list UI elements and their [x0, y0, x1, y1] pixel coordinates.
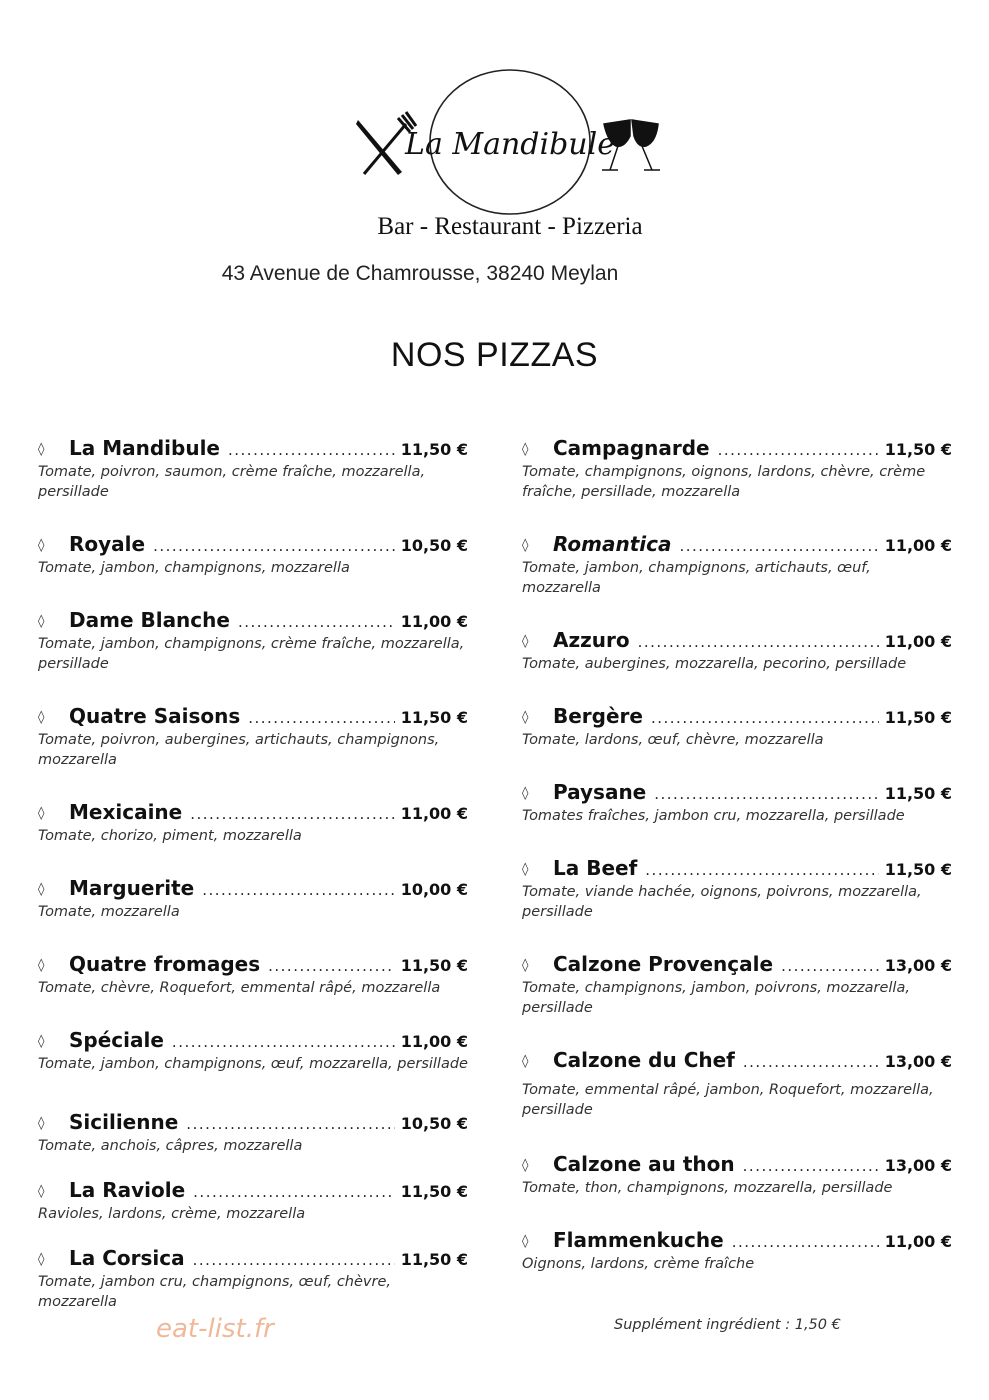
menu-item — [522, 856, 952, 922]
diamond-icon: ◊ — [38, 1116, 45, 1131]
pizza-price: 11,50 € — [400, 956, 468, 975]
pizza-price: 11,50 € — [884, 784, 952, 803]
diamond-icon: ◊ — [522, 1158, 529, 1173]
pizza-price: 11,50 € — [884, 440, 952, 459]
menu-item — [38, 436, 468, 502]
pizza-ingredients: Tomate, mozzarella — [38, 904, 180, 920]
pizza-name: Quatre fromages — [69, 952, 261, 976]
pizza-ingredients: Tomates fraîches, jambon cru, mozzarella, persillade — [522, 808, 905, 824]
leader-dots — [193, 1251, 395, 1269]
pizza-ingredients: Tomate, emmental râpé, jambon, Roquefort, mozzarella, persillade — [522, 1082, 934, 1118]
leader-dots — [248, 709, 394, 727]
diamond-icon: ◊ — [38, 538, 45, 553]
menu-item — [38, 1110, 468, 1156]
pizza-price: 11,50 € — [400, 1250, 468, 1269]
supplement-note: Supplément ingrédient : 1,50 € — [614, 1317, 841, 1333]
pizza-ingredients: Tomate, jambon cru, champignons, œuf, chèvre, mozzarella — [38, 1274, 391, 1310]
pizza-ingredients: Oignons, lardons, crème fraîche — [522, 1256, 755, 1272]
diamond-icon: ◊ — [38, 958, 45, 973]
leader-dots — [172, 1033, 395, 1051]
menu-item — [38, 1028, 468, 1074]
leader-dots — [743, 1157, 879, 1175]
menu-item — [522, 952, 952, 1018]
leader-dots — [732, 1233, 879, 1251]
pizza-ingredients: Tomate, poivron, saumon, crème fraîche, mozzarella, persillade — [38, 464, 426, 500]
pizza-price: 13,00 € — [884, 956, 952, 975]
menu-item — [522, 1048, 952, 1120]
pizza-price: 11,50 € — [400, 1182, 468, 1201]
pizza-name: Paysane — [553, 780, 647, 804]
page-title: NOS PIZZAS — [390, 336, 599, 374]
pizza-name: Romantica — [553, 532, 672, 556]
pizza-price: 10,00 € — [400, 880, 468, 899]
menu-item — [38, 608, 468, 674]
pizza-ingredients: Tomate, jambon, champignons, œuf, mozzarella, persillade — [38, 1056, 468, 1072]
leader-dots — [680, 537, 879, 555]
menu-item — [38, 532, 468, 578]
pizza-price: 11,50 € — [884, 860, 952, 879]
pizza-name: Azzuro — [553, 628, 630, 652]
pizza-name: Sicilienne — [69, 1110, 179, 1134]
leader-dots — [638, 633, 879, 651]
menu-item — [522, 1152, 952, 1198]
pizza-name: La Mandibule — [69, 436, 220, 460]
pizza-name: Dame Blanche — [69, 608, 230, 632]
diamond-icon: ◊ — [522, 1234, 529, 1249]
logo-graphic — [340, 62, 680, 252]
menu-item — [522, 628, 952, 674]
diamond-icon: ◊ — [522, 634, 529, 649]
diamond-icon: ◊ — [38, 1034, 45, 1049]
pizza-ingredients: Tomate, anchois, câpres, mozzarella — [38, 1138, 303, 1154]
diamond-icon: ◊ — [522, 442, 529, 457]
pizza-ingredients: Tomate, jambon, champignons, mozzarella — [38, 560, 350, 576]
leader-dots — [645, 861, 878, 879]
leader-dots — [238, 613, 395, 631]
menu-item — [522, 436, 952, 502]
knife-icon — [356, 120, 402, 175]
pizza-name: Calzone au thon — [553, 1152, 735, 1176]
pizza-name: La Raviole — [69, 1178, 186, 1202]
leader-dots — [186, 1115, 394, 1133]
menu-item — [38, 876, 468, 922]
pizza-name: Calzone Provençale — [553, 952, 774, 976]
pizza-ingredients: Tomate, chèvre, Roquefort, emmental râpé, mozzarella — [38, 980, 441, 996]
pizza-name: Campagnarde — [553, 436, 710, 460]
leader-dots — [718, 441, 879, 459]
menu-item — [38, 1246, 468, 1312]
pizza-price: 11,00 € — [884, 536, 952, 555]
pizza-ingredients: Tomate, champignons, jambon, poivrons, mozzarella, persillade — [522, 980, 910, 1016]
pizza-name: La Beef — [553, 856, 638, 880]
pizza-price: 10,50 € — [400, 1114, 468, 1133]
pizza-name: Flammenkuche — [553, 1228, 724, 1252]
pizza-price: 11,50 € — [400, 708, 468, 727]
watermark: eat-list.fr — [156, 1314, 274, 1344]
pizza-name: La Corsica — [69, 1246, 185, 1270]
pizza-ingredients: Tomate, chorizo, piment, mozzarella — [38, 828, 302, 844]
leader-dots — [654, 785, 878, 803]
menu-item — [522, 532, 952, 598]
restaurant-logo — [340, 62, 680, 252]
leader-dots — [202, 881, 394, 899]
menu-item — [522, 704, 952, 750]
pizza-name: Marguerite — [69, 876, 195, 900]
diamond-icon: ◊ — [38, 806, 45, 821]
pizza-price: 11,00 € — [884, 632, 952, 651]
menu-item — [38, 952, 468, 998]
menu-item — [38, 800, 468, 846]
diamond-icon: ◊ — [522, 710, 529, 725]
diamond-icon: ◊ — [38, 442, 45, 457]
leader-dots — [153, 537, 395, 555]
pizza-price: 11,00 € — [400, 1032, 468, 1051]
pizza-price: 11,50 € — [400, 440, 468, 459]
menu-item — [38, 1178, 468, 1224]
pizza-name: Spéciale — [69, 1028, 164, 1052]
pizza-name: Quatre Saisons — [69, 704, 241, 728]
pizza-price: 11,00 € — [400, 612, 468, 631]
leader-dots — [743, 1053, 879, 1071]
diamond-icon: ◊ — [38, 710, 45, 725]
pizza-price: 13,00 € — [884, 1156, 952, 1175]
pizza-ingredients: Tomate, jambon, champignons, crème fraîche, mozzarella, persillade — [38, 636, 465, 672]
menu-item — [522, 780, 952, 826]
pizza-price: 11,00 € — [400, 804, 468, 823]
pizza-name: Bergère — [553, 704, 643, 728]
pizza-price: 11,00 € — [884, 1232, 952, 1251]
diamond-icon: ◊ — [38, 1184, 45, 1199]
diamond-icon: ◊ — [38, 614, 45, 629]
logo-tagline: Bar - Restaurant - Pizzeria — [377, 213, 643, 240]
diamond-icon: ◊ — [522, 786, 529, 801]
pizza-price: 13,00 € — [884, 1052, 952, 1071]
pizza-ingredients: Tomate, jambon, champignons, artichauts, œuf, mozzarella — [522, 560, 871, 596]
pizza-ingredients: Tomate, viande hachée, oignons, poivrons, mozzarella, persillade — [522, 884, 922, 920]
menu-item — [522, 1228, 952, 1274]
diamond-icon: ◊ — [522, 1054, 529, 1069]
pizza-name: Mexicaine — [69, 800, 183, 824]
pizza-ingredients: Tomate, aubergines, mozzarella, pecorino, persillade — [522, 656, 907, 672]
leader-dots — [228, 441, 395, 459]
leader-dots — [781, 957, 879, 975]
logo-brand: La Mandibule — [405, 127, 615, 162]
leader-dots — [190, 805, 394, 823]
diamond-icon: ◊ — [522, 538, 529, 553]
diamond-icon: ◊ — [38, 1252, 45, 1267]
leader-dots — [651, 709, 879, 727]
menu-item — [38, 704, 468, 770]
pizza-ingredients: Tomate, thon, champignons, mozzarella, persillade — [522, 1180, 893, 1196]
pizza-name: Royale — [69, 532, 146, 556]
pizza-ingredients: Ravioles, lardons, crème, mozzarella — [38, 1206, 306, 1222]
diamond-icon: ◊ — [38, 882, 45, 897]
leader-dots — [268, 957, 395, 975]
diamond-icon: ◊ — [522, 958, 529, 973]
pizza-ingredients: Tomate, poivron, aubergines, artichauts, champignons, mozzarella — [38, 732, 440, 768]
leader-dots — [193, 1183, 395, 1201]
pizza-ingredients: Tomate, lardons, œuf, chèvre, mozzarella — [522, 732, 824, 748]
diamond-icon: ◊ — [522, 862, 529, 877]
pizza-price: 10,50 € — [400, 536, 468, 555]
pizza-ingredients: Tomate, champignons, oignons, lardons, chèvre, crème fraîche, persillade, mozzarella — [522, 464, 926, 500]
pizza-price: 11,50 € — [884, 708, 952, 727]
restaurant-address: 43 Avenue de Chamrousse, 38240 Meylan — [221, 262, 619, 285]
pizza-name: Calzone du Chef — [553, 1048, 735, 1072]
